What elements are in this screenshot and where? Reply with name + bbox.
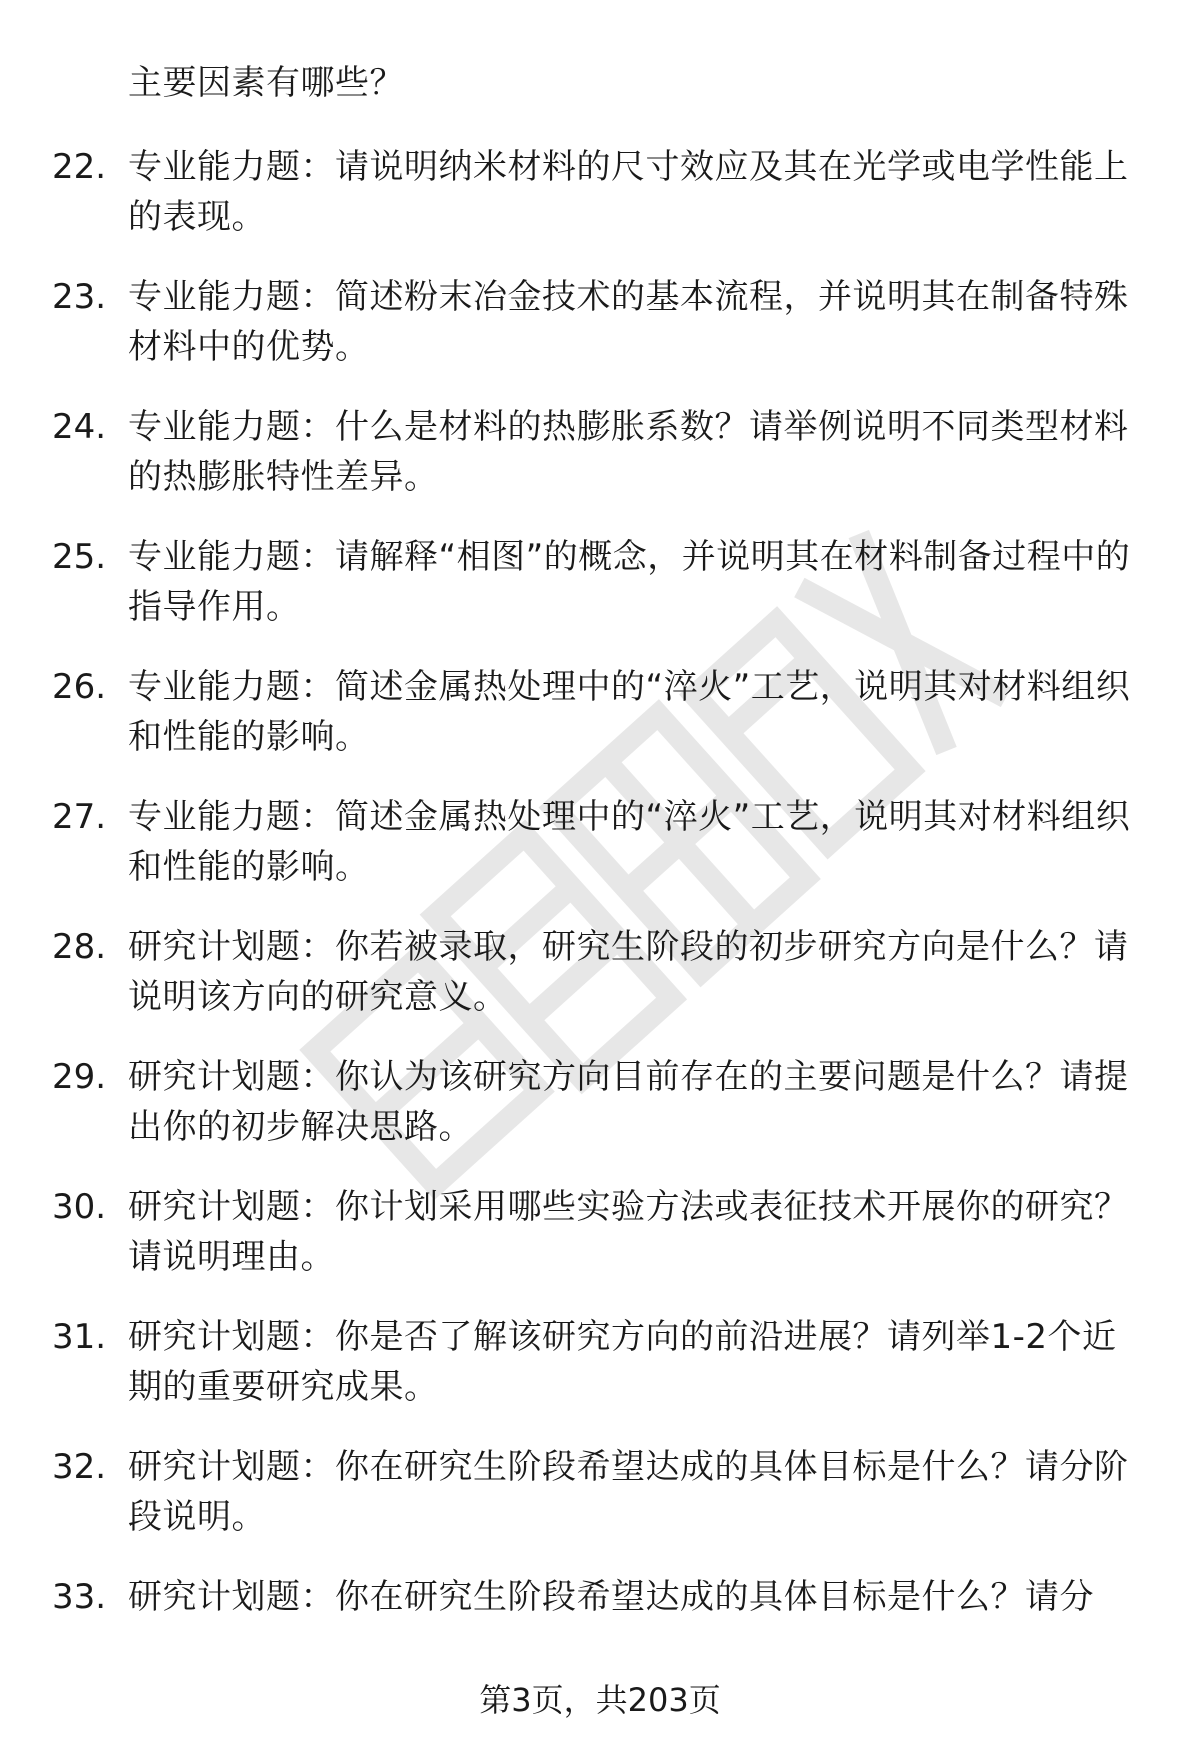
question-item	[0, 1052, 1200, 1182]
question-number: 29.	[52, 1057, 107, 1097]
question-item	[0, 1442, 1200, 1572]
question-text: 研究计划题：你计划采用哪些实验方法或表征技术开展你的研究？请说明理由。	[128, 1187, 1129, 1277]
question-number: 22.	[52, 147, 107, 187]
question-text: 研究计划题：你认为该研究方向目前存在的主要问题是什么？请提出你的初步解决思路。	[128, 1057, 1129, 1147]
question-text: 专业能力题：请解释“相图”的概念，并说明其在材料制备过程中的指导作用。	[128, 537, 1131, 627]
question-text: 研究计划题：你若被录取，研究生阶段的初步研究方向是什么？请说明该方向的研究意义。	[128, 927, 1129, 1017]
question-number: 28.	[52, 927, 107, 967]
question-number: 25.	[52, 537, 107, 577]
question-number: 33.	[52, 1577, 107, 1617]
question-text: 研究计划题：你在研究生阶段希望达成的具体目标是什么？请分	[128, 1577, 1094, 1617]
question-item	[0, 662, 1200, 792]
question-number: 27.	[52, 797, 107, 837]
question-number: 32.	[52, 1447, 107, 1487]
question-item	[0, 142, 1200, 272]
question-item	[0, 1312, 1200, 1442]
question-text: 专业能力题：简述金属热处理中的“淬火”工艺，说明其对材料组织和性能的影响。	[128, 667, 1131, 757]
question-list	[0, 142, 1200, 1702]
question-text: 专业能力题：什么是材料的热膨胀系数？请举例说明不同类型材料的热膨胀特性差异。	[128, 407, 1129, 497]
question-number: 26.	[52, 667, 107, 707]
question-text: 研究计划题：你在研究生阶段希望达成的具体目标是什么？请分阶段说明。	[128, 1447, 1129, 1537]
question-item	[0, 532, 1200, 662]
question-item	[0, 792, 1200, 922]
question-item	[0, 402, 1200, 532]
question-text: 专业能力题：简述粉末冶金技术的基本流程，并说明其在制备特殊材料中的优势。	[128, 277, 1129, 367]
question-text: 专业能力题：简述金属热处理中的“淬火”工艺，说明其对材料组织和性能的影响。	[128, 797, 1131, 887]
question-item	[0, 922, 1200, 1052]
question-item	[0, 1182, 1200, 1312]
question-text: 研究计划题：你是否了解该研究方向的前沿进展？请列举1-2个近期的重要研究成果。	[128, 1317, 1117, 1407]
question-number: 31.	[52, 1317, 107, 1357]
question-item	[0, 272, 1200, 402]
page-number-footer: 第3页，共203页	[479, 1681, 721, 1719]
question-text: 专业能力题：请说明纳米材料的尺寸效应及其在光学或电学性能上的表现。	[128, 147, 1129, 237]
continuation-text: 主要因素有哪些？	[128, 63, 404, 103]
question-number: 30.	[52, 1187, 107, 1227]
question-number: 24.	[52, 407, 107, 447]
question-number: 23.	[52, 277, 107, 317]
